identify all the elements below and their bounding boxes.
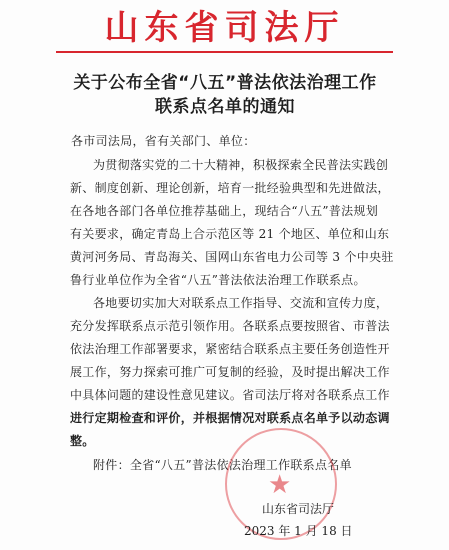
body-line: 新、制度创新、理论创新，培育一批经验典型和先进做法， xyxy=(70,181,390,195)
agency-header: 山东省司法厅 xyxy=(104,8,345,48)
body-line: 黄河河务局、青岛海关、国网山东省电力公司等 3 个中央驻 xyxy=(70,250,394,264)
signature-org: 山东省司法厅 xyxy=(262,502,335,516)
body-line: 中具体问题的建设性意见建议。省司法厅将对各联系点工作 xyxy=(70,388,390,402)
body-line: 进行定期检查和评价，并根据情况对联系点名单予以动态调 xyxy=(70,411,390,425)
body-line: 在各地各部门各单位推荐基础上，现结合“八五”普法规划 xyxy=(70,204,379,218)
body-line: 充分发挥联系点示范引领作用。各联系点要按照省、市普法 xyxy=(70,319,390,333)
header-divider xyxy=(56,51,393,53)
seal-star-icon: ★ xyxy=(268,470,292,500)
body-line: 为贯彻落实党的二十大精神，积极探索全民普法实践创 xyxy=(93,158,389,172)
document-title-line-1: 关于公布全省“八五”普法依法治理工作 xyxy=(73,73,377,93)
document-title-line-2: 联系点名单的通知 xyxy=(155,97,295,117)
body-line: 展工作，努力探索可推广可复制的经验，及时提出解决工作 xyxy=(70,365,390,379)
body-line: 整。 xyxy=(70,434,95,448)
body-line: 依法治理工作部署要求，紧密结合联系点主要任务创造性开 xyxy=(70,342,390,356)
body-line: 有关要求，确定青岛上合示范区等 21 个地区、单位和山东 xyxy=(70,227,390,241)
attachment-note: 附件：全省“八五”普法依法治理工作联系点名单 xyxy=(93,458,352,472)
signature-date: 2023 年 1 月 18 日 xyxy=(244,524,353,538)
body-line: 鲁行业单位作为全省“八五”普法依法治理工作联系点。 xyxy=(70,273,366,287)
body-line: 各地要切实加大对联系点工作指导、交流和宣传力度， xyxy=(93,296,389,310)
salutation: 各市司法局，省有关部门、单位： xyxy=(71,134,256,148)
